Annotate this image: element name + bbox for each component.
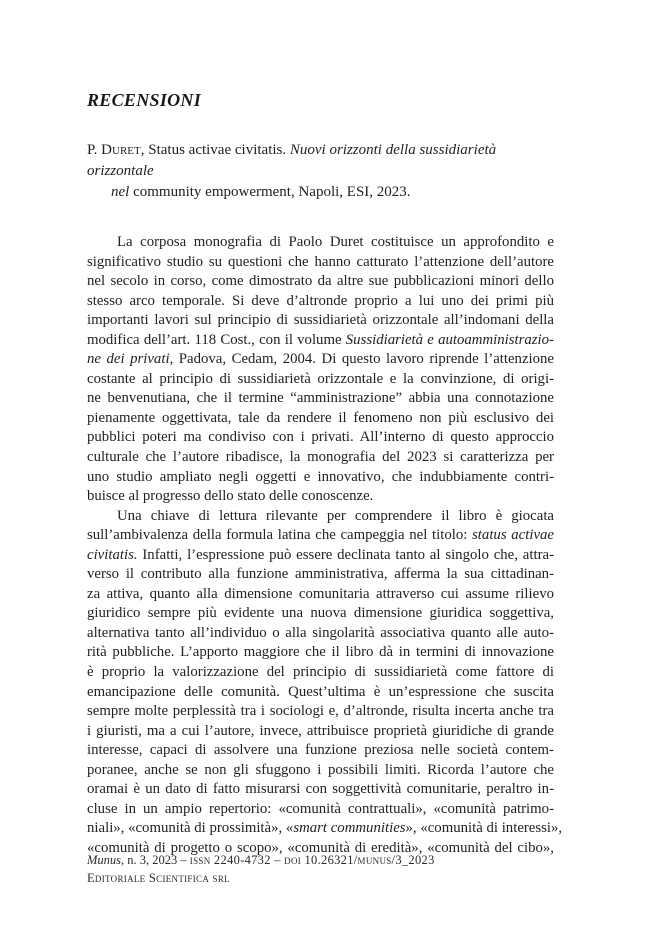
body-line: pubblici poteri ma condiviso con i privati. All’interno di questo approccio — [87, 429, 554, 446]
body-line: oramai è un dato di fatto misurarsi con soggettività comunitarie, peraltro in- — [87, 781, 554, 798]
body-italic-latin: status activae — [472, 527, 554, 544]
body-line-mixed — [87, 350, 554, 370]
body-line-mixed — [87, 546, 554, 566]
review-body — [87, 233, 563, 859]
body-italic-latin-end: civitatis. — [87, 546, 138, 563]
body-text-segment: », «comunità di interessi», — [405, 820, 563, 837]
body-line: i giuristi, ma a cui l’autore, invece, attribuisce proprietà giuridiche di grande — [87, 722, 554, 739]
body-line: interesse, capaci di assolvere una funzione preziosa nelle società contem- — [87, 742, 554, 759]
body-line: poranee, anche se non gli sfuggono i possibili limiti. Ricorda l’autore che — [87, 761, 554, 778]
body-text-segment: , Padova, Cedam, 2004. Di questo lavoro riprende l’attenzione — [169, 351, 554, 368]
citation-title-latin: Status activae civitatis. — [148, 142, 287, 158]
body-line: cluse in un ampio repertorio: «comunità contrattuali», «comunità patrimo- — [87, 800, 554, 817]
section-title: RECENSIONI — [87, 90, 202, 110]
footer-issn-doi: issn 2240-4732 – doi 10.26321/munus/3_2023 — [189, 853, 435, 867]
body-line: stesso arco temporale. Si deve d’altronde proprio a lui uno dei primi più — [87, 292, 554, 309]
page-footer — [87, 851, 562, 887]
body-text-segment: Infatti, l’espressione può essere declinata tanto al singolo che, attra- — [137, 546, 554, 563]
body-line: buisce al progresso dello stato delle conoscenze. — [87, 488, 374, 505]
citation: P. Duret, Status activae civitatis. Nuovi orizzonti della sussidiarietà orizzontale nel community empowerment, Napoli, ESI, 2023. — [87, 140, 562, 203]
body-text-segment: niali», «comunità di prossimità», « — [87, 820, 294, 837]
citation-title-english: community empowerment — [133, 184, 291, 200]
body-line: costante al principio di sussidiarietà orizzontale e la convinzione, di origi- — [87, 370, 554, 387]
body-line: sempre molte perplessità tra i sociologi e, d’altronde, risulta incerta anche tra — [87, 703, 554, 720]
body-line: ne benvenutiana, che il termine “amministrazione” abbia una connotazione — [87, 390, 554, 407]
body-line: La corposa monografia di Paolo Duret costituisce un approfondito e — [117, 234, 554, 250]
footer-issue: , n. 3, 2023 – — [121, 853, 190, 867]
body-line: «comunità di progetto o scopo», «comunità di eredità», «comunità del cibo», — [87, 839, 554, 856]
body-line-mixed — [87, 526, 554, 546]
body-line: nel secolo in corso, come dimostrato da altre sue pubblicazioni minori dello — [87, 273, 554, 290]
body-line: za attiva, quanto alla dimensione comunitaria attraverso cui assume rilievo — [87, 585, 554, 602]
body-line: uno studio ampliato negli oggetti e innovativo, che indubbiamente contri- — [87, 468, 554, 485]
body-italic-title: Sussidiarietà e autoamministrazio- — [345, 331, 554, 348]
body-line: emancipazione delle comunità. Quest’ultima è un’espressione che suscita — [87, 683, 554, 700]
body-line: significativo studio su questioni che hanno catturato l’attenzione dell’autore — [87, 253, 554, 270]
body-italic-title-end: ne dei privati — [87, 351, 170, 368]
body-text-segment: modifica dell’art. 118 Cost., con il volume — [87, 331, 346, 348]
body-line: rità pubbliche. L’apporto maggiore che il libro dà in termini di innovazione — [87, 644, 554, 661]
body-line-mixed — [87, 819, 563, 839]
body-line: pienamente oggettivata, tale da rendere il fenomeno non più esclusivo dei — [87, 409, 554, 426]
body-line: alternativa tanto all’individuo o alla singolarità associativa quanto alle auto- — [87, 624, 554, 641]
body-line: verso il contributo alla funzione amministrativa, afferma la sua cittadinan- — [87, 566, 554, 583]
body-text-segment: sull’ambivalenza della formula latina che campeggia nel titolo: — [87, 527, 473, 544]
body-italic-smart: smart communities — [293, 820, 406, 837]
body-line: Una chiave di lettura rilevante per comprendere il libro è giocata — [117, 507, 554, 524]
citation-title-italian: Nuovi orizzonti della sussidiarietà orizzontale — [87, 142, 497, 179]
body-line: è proprio la valorizzazione del principio di sussidiarietà come fattore di — [87, 664, 554, 681]
footer-publisher: Editoriale Scientifica srl — [87, 871, 230, 885]
citation-publication: , Napoli, ESI, 2023. — [290, 184, 411, 200]
citation-author: P. Duret — [87, 142, 141, 158]
body-line-mixed — [87, 331, 554, 351]
citation-line-2 — [87, 182, 562, 203]
body-line: giuridico sempre più evidente una nuova dimensione giuridica soggettiva, — [87, 605, 554, 622]
footer-journal: Munus — [87, 853, 122, 867]
citation-title-nel: nel — [111, 184, 130, 200]
footer-journal-line — [87, 851, 562, 869]
body-line: importanti lavori sul principio di sussidiarietà orizzontale all’indomani della — [87, 312, 554, 329]
body-line: culturale che l’autore ribadisce, la monografia del 2023 si caratterizza per — [87, 449, 554, 466]
